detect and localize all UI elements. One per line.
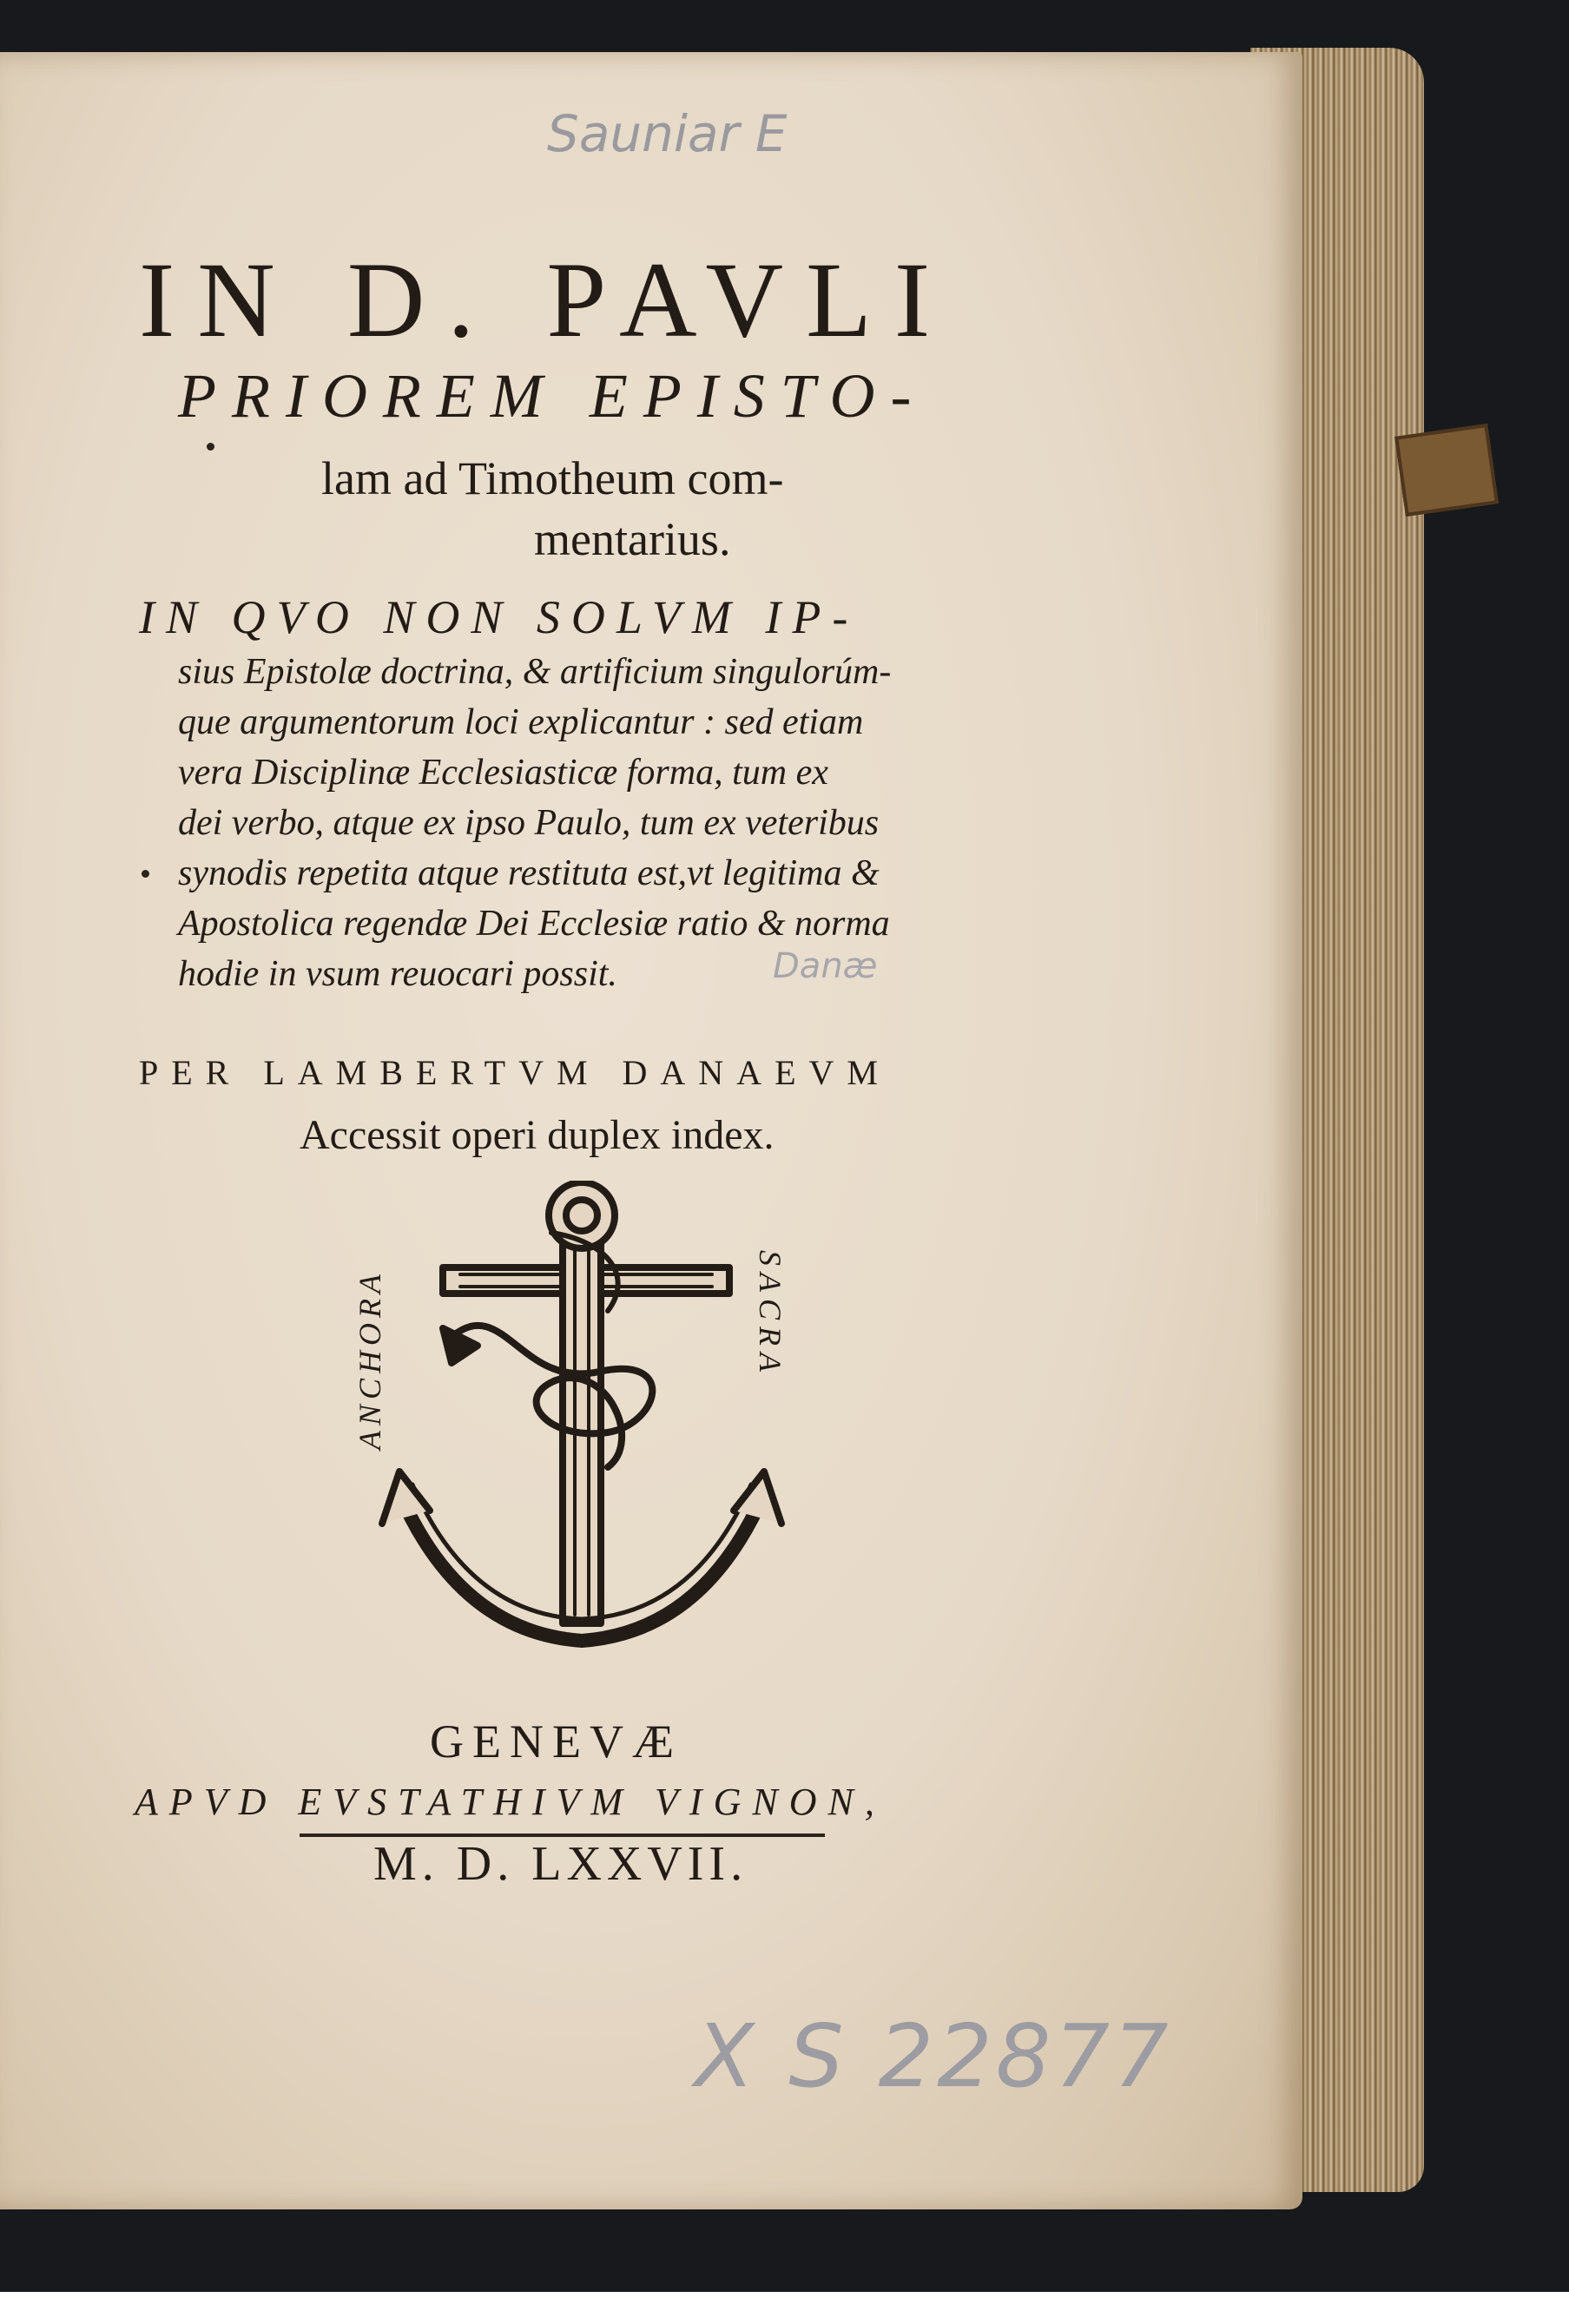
imprint-printer: APVD EVSTATHIVM VIGNON, [135, 1781, 886, 1823]
anchor-printer-mark-icon [347, 1181, 816, 1702]
blurb-line-4: dei verbo, atque ex ipso Paulo, tum ex veteribus [178, 803, 880, 843]
addition-line: Accessit operi duplex index. [300, 1112, 775, 1158]
blurb-line-2: que argumentorum loci explicantur : sed etiam [178, 702, 864, 742]
imprint-year: M. D. LXXVII. [373, 1837, 748, 1891]
title-line-1: IN D. PAVLI [139, 240, 953, 359]
ribbon-tab [1394, 424, 1499, 517]
blurb-line-0: IN QVO NON SOLVM IP- [139, 591, 860, 643]
blurb-line-5: synodis repetita atque restituta est,vt legitima & [178, 853, 880, 893]
motto-right: SACRA [753, 1250, 788, 1379]
title-line-3: lam ad Timotheum com- [321, 452, 784, 504]
ink-dot [207, 443, 214, 451]
pencil-shelfmark: X S 22877 [695, 2005, 1172, 2107]
title-page [0, 52, 1302, 2209]
author-line: PER LAMBERTVM DANAEVM [139, 1053, 891, 1092]
imprint-city: GENEVÆ [430, 1715, 682, 1768]
blurb-line-1: sius Epistolæ doctrina, & artificium singulorúm- [178, 652, 892, 692]
ink-dot [142, 870, 149, 878]
pencil-note-margin: Danæ [773, 946, 878, 986]
title-line-2: PRIOREM EPISTO- [178, 361, 927, 431]
motto-left: ANCHORA [353, 1269, 387, 1450]
pencil-note-top: Sauniar E [547, 104, 788, 163]
title-line-4: mentarius. [534, 513, 731, 565]
blurb-line-3: vera Disciplinæ Ecclesiasticæ forma, tum ex [178, 753, 828, 793]
blurb-line-7: hodie in vsum reuocari possit. [178, 954, 617, 994]
blurb-line-6: Apostolica regendæ Dei Ecclesiæ ratio & norma [178, 904, 890, 944]
